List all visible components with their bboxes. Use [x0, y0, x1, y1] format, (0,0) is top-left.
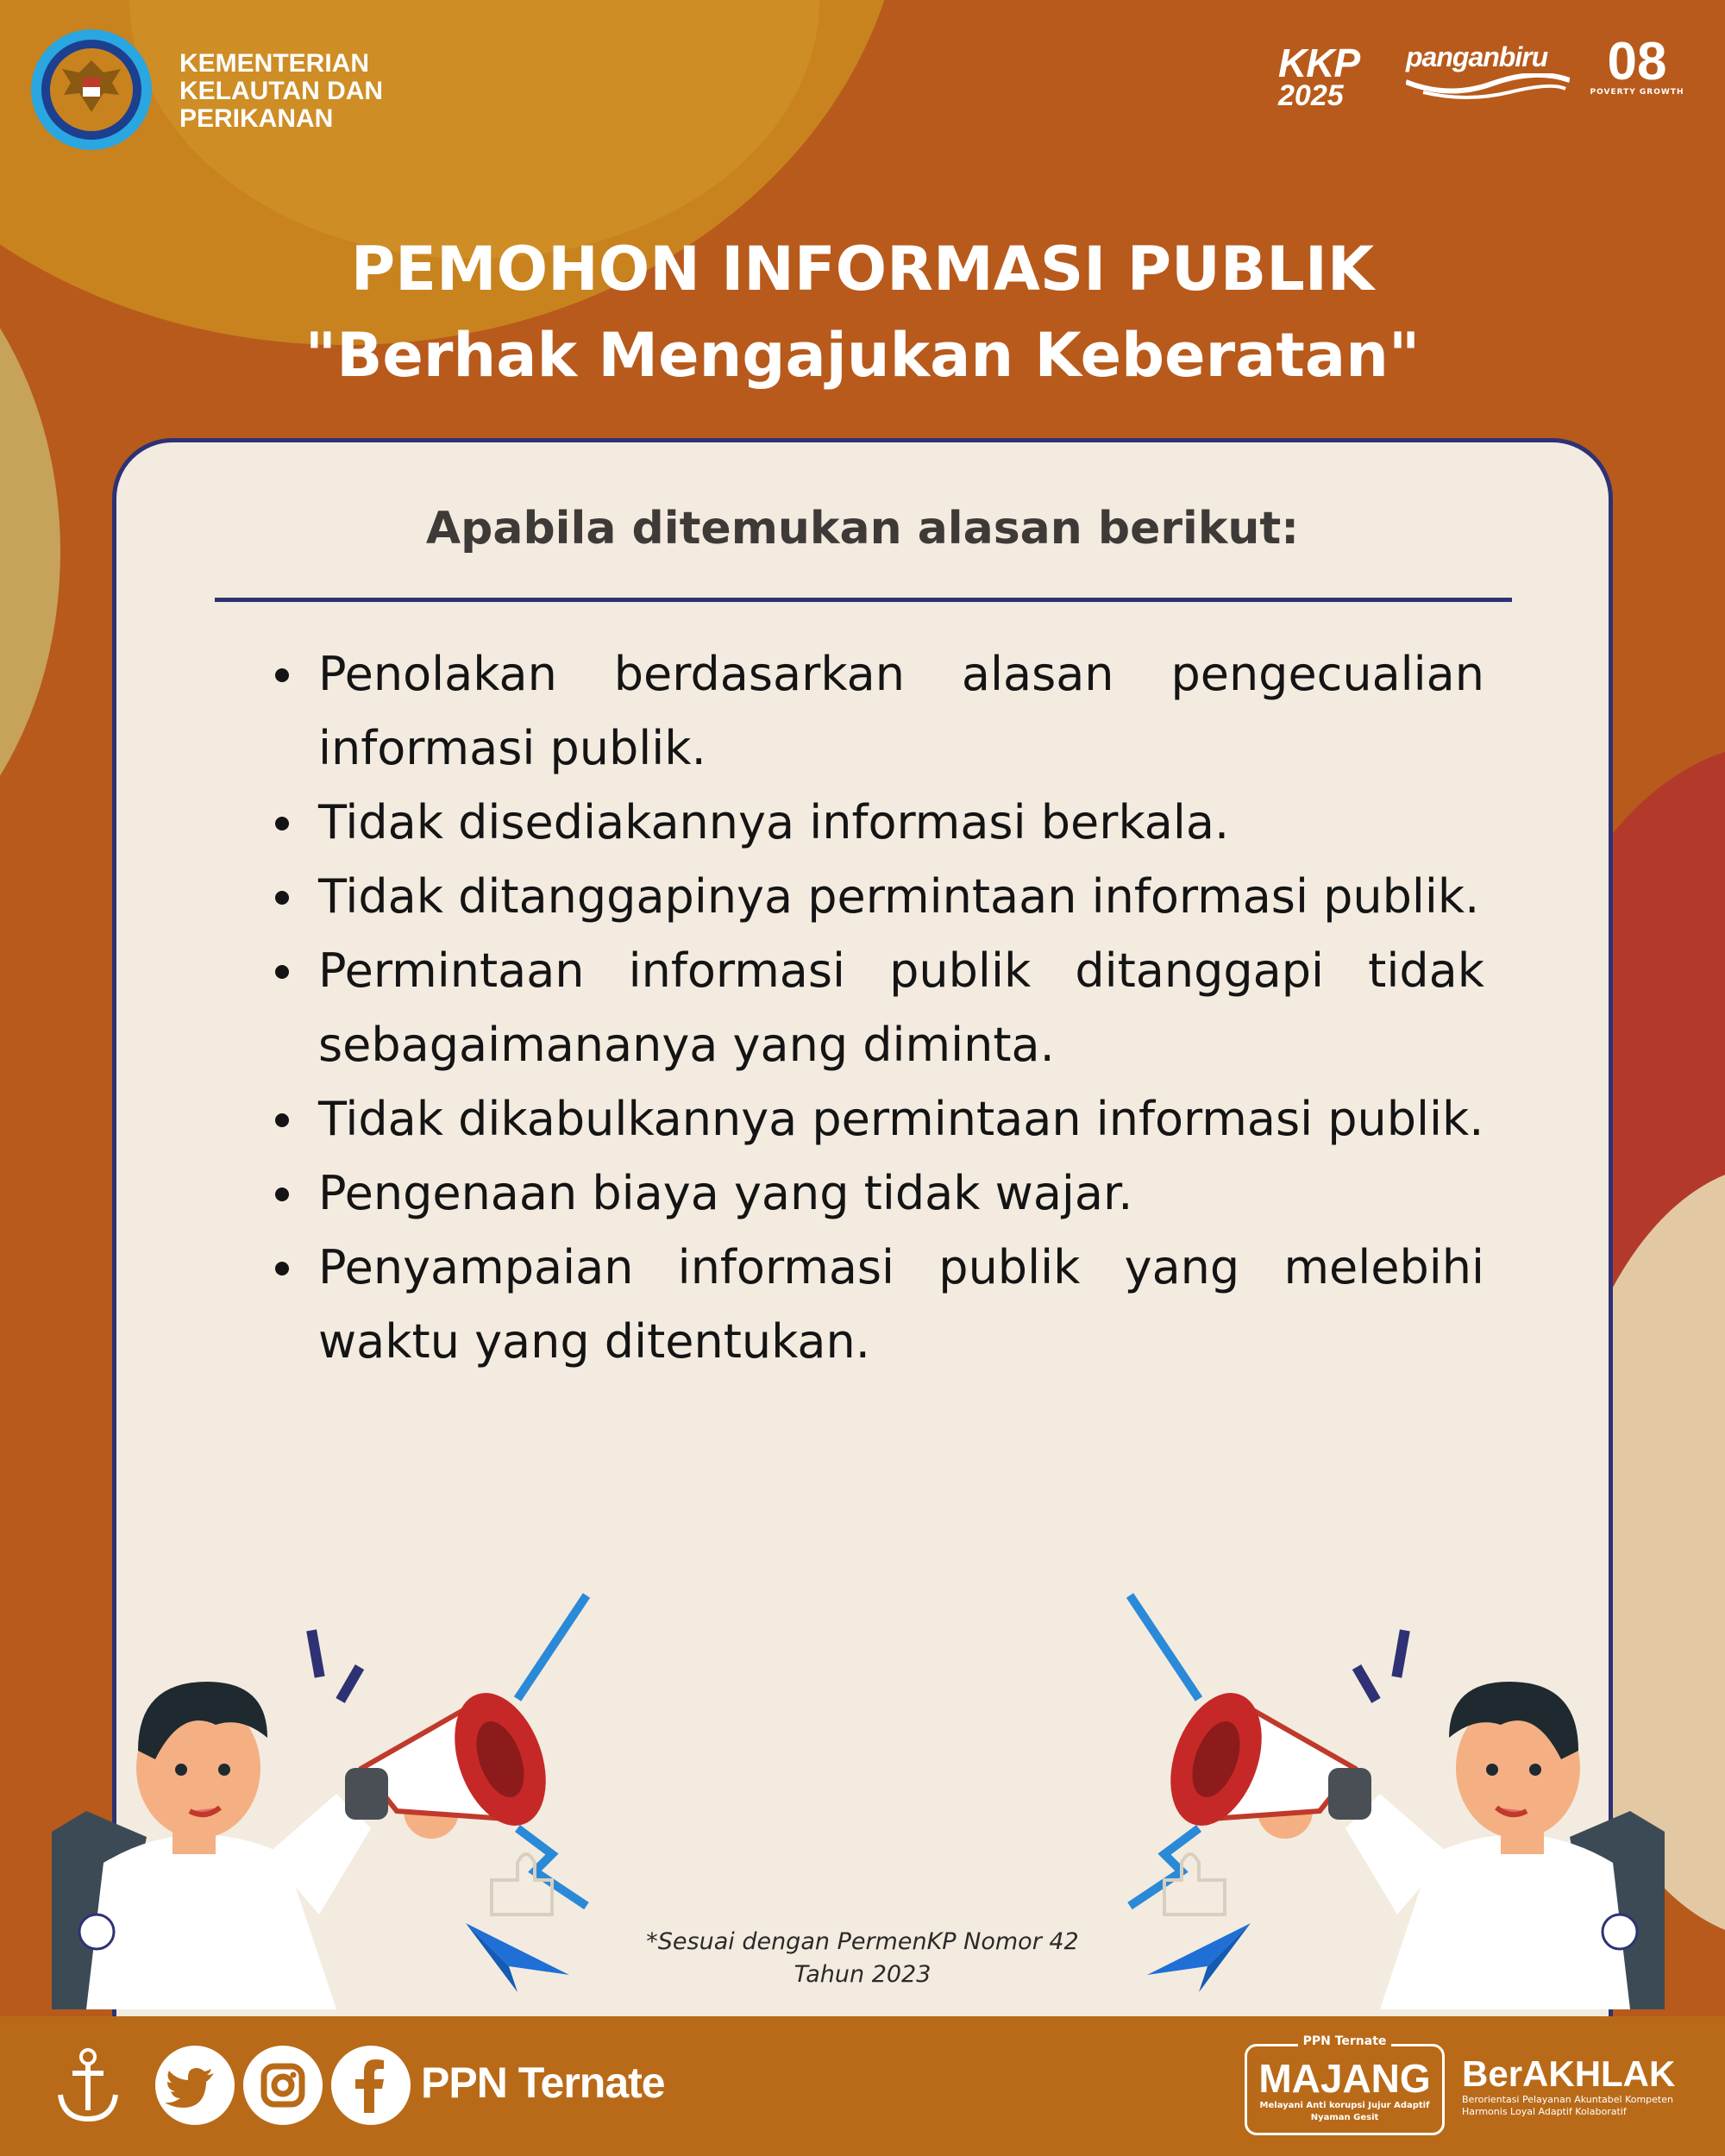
list-item: [275, 934, 1484, 1082]
kkp-logo-text: KKP: [1278, 41, 1360, 85]
anchor-emblem-icon: [53, 2046, 122, 2124]
facebook-icon: [331, 2046, 411, 2125]
instagram-icon: [243, 2046, 323, 2125]
person-megaphone-illustration-left: [52, 1552, 673, 2009]
garuda-emblem-icon: [28, 26, 155, 154]
twitter-icon: [155, 2046, 235, 2125]
majang-top-label: [1247, 2034, 1442, 2048]
card-divider: [215, 598, 1512, 602]
list-item: [275, 860, 1484, 934]
list-item: [275, 1231, 1484, 1379]
header: [0, 0, 1725, 198]
reason-text: Penyampaian informasi publik yang melebihi waktu yang ditentukan.: [318, 1240, 1484, 1369]
twitter-link[interactable]: [155, 2046, 235, 2125]
reason-text: Pengenaan biaya yang tidak wajar.: [318, 1166, 1133, 1220]
berakhlak-name: BerAKHLAK: [1462, 2053, 1676, 2094]
majang-name: MAJANG: [1258, 2056, 1431, 2101]
bullet-icon: [275, 1188, 289, 1201]
person-megaphone-illustration-right: [1044, 1552, 1665, 2009]
bullet-icon: [275, 1262, 289, 1275]
page-title: [0, 226, 1725, 398]
reason-text: Permintaan informasi publik ditanggapi tidak sebagaimananya yang diminta.: [318, 943, 1484, 1072]
list-item: [275, 1082, 1484, 1156]
list-item: [275, 1156, 1484, 1231]
kkp-logo-year: 2025: [1278, 79, 1344, 112]
bullet-icon: [275, 668, 289, 682]
kkp-2025-logo: [1278, 41, 1390, 112]
footnote-line2: Tahun 2023: [794, 1961, 932, 1988]
ministry-name-line: PERIKANAN: [179, 104, 334, 133]
footer: [0, 2016, 1725, 2156]
footnote-line1: *Sesuai dengan PermenKP Nomor 42: [646, 1928, 1079, 1955]
08-logo-number: 08: [1607, 32, 1667, 91]
majang-logo: [1245, 2034, 1445, 2135]
badge-icon: [79, 1915, 114, 1949]
megaphone-icon: [345, 1680, 562, 1838]
bullet-icon: [275, 891, 289, 905]
panganbiru-logo: [1406, 41, 1570, 102]
list-item: [275, 786, 1484, 860]
bullet-icon: [275, 1113, 289, 1127]
card-heading: Apabila ditemukan alasan berikut:: [425, 503, 1300, 555]
panganbiru-text: panganbiru: [1406, 41, 1548, 72]
08-logo: [1590, 32, 1684, 105]
social-handle[interactable]: PPN Ternate: [421, 2059, 665, 2107]
reason-text: Tidak disediakannya informasi berkala.: [318, 795, 1230, 849]
08-logo-subtitle: POVERTY GROWTH: [1590, 88, 1684, 97]
page-title-line1: PEMOHON INFORMASI PUBLIK: [350, 234, 1375, 304]
bullet-icon: [275, 965, 289, 979]
reason-text: Penolakan berdasarkan alasan pengecualian informasi publik.: [318, 647, 1484, 775]
bullet-icon: [275, 817, 289, 830]
reason-text: Tidak ditanggapinya permintaan informasi publik.: [318, 869, 1480, 924]
facebook-link[interactable]: [331, 2046, 411, 2125]
wave-icon: [1406, 73, 1570, 99]
ministry-name-line: KEMENTERIAN: [179, 49, 370, 78]
page-title-line2: "Berhak Mengajukan Keberatan": [304, 320, 1421, 391]
berakhlak-description: Berorientasi Pelayanan Akuntabel Kompeten Harmonis Loyal Adaptif Kolaboratif: [1462, 2094, 1673, 2117]
ministry-name-line: KELAUTAN DAN: [179, 77, 384, 105]
majang-top-text: PPN Ternate: [1298, 2034, 1392, 2048]
paper-plane-icon: [466, 1923, 569, 1975]
instagram-link[interactable]: [243, 2046, 323, 2125]
reasons-list: [275, 637, 1484, 1379]
list-item: [275, 637, 1484, 786]
reason-text: Tidak dikabulkannya permintaan informasi publik.: [318, 1092, 1484, 1146]
ministry-name: [179, 50, 383, 133]
berakhlak-logo: [1462, 2054, 1686, 2118]
majang-tagline: Melayani Anti korupsi Jujur Adaptif Nyaman Gesit: [1259, 2101, 1430, 2122]
